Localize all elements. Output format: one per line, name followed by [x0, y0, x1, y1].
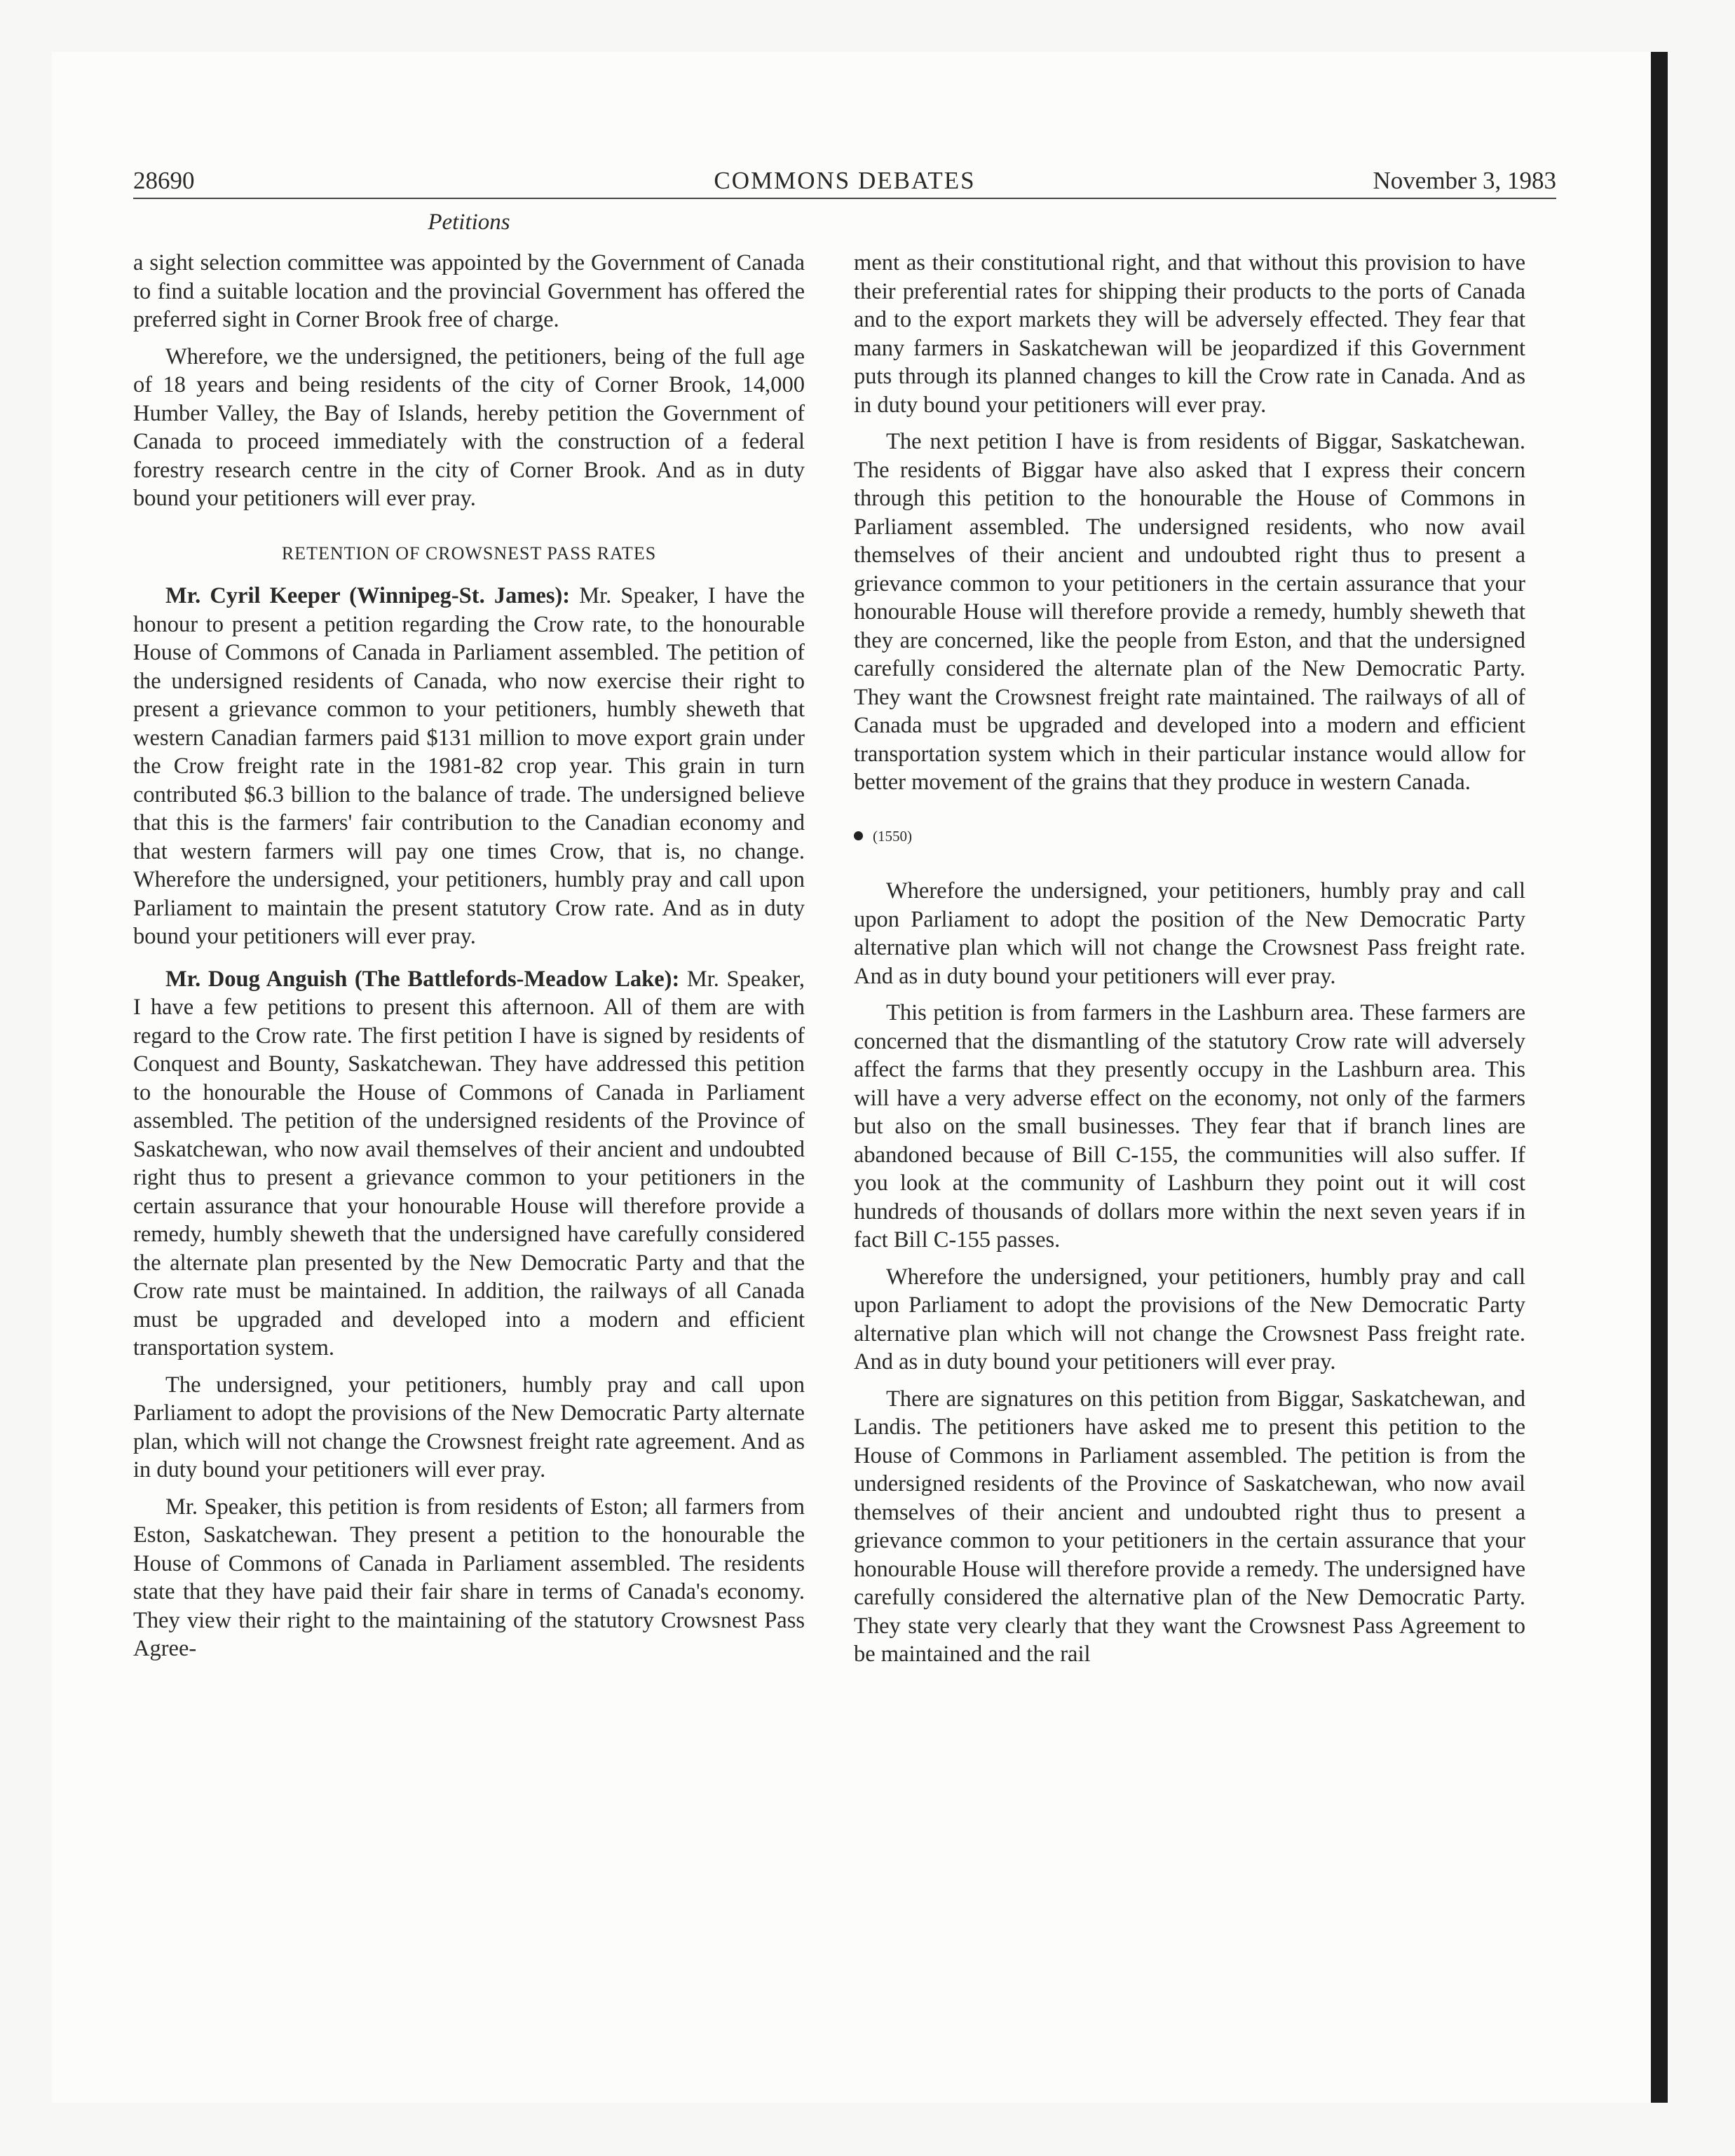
section-heading: RETENTION OF CROWSNEST PASS RATES [281, 543, 657, 564]
publication-title: COMMONS DEBATES [714, 167, 976, 194]
right-column [854, 249, 1525, 1677]
section-label: Petitions [428, 210, 510, 235]
speech-paragraph [133, 582, 805, 951]
speech-text: Mr. Speaker, I have a few petitions to present this afternoon. All of them are with regard to the Crow rate. The first petition I have is signed by residents of Conquest and Bounty, Saskatchewan. They have addressed this petition to the honourable the House of Commons of Canada in Parliament assembled. The petition of the undersigned residents of the Province of Saskatchewan, who now avail themselves of their ancient and undoubted right thus to present a grievance common to your petitioners in the certain assurance that your honourable House will therefore provide a remedy, humbly sheweth that the undersigned have carefully considered the alternate plan presented by the New Democratic Party and that the Crow rate must be maintained. In addition, the railways of all Canada must be upgraded and developed into a modern and efficient transportation system. [133, 966, 805, 1360]
time-marker-text: (1550) [873, 827, 912, 845]
header-rule [133, 198, 1556, 199]
speaker-name: Mr. Doug Anguish (The Battlefords-Meadow Lake): [165, 966, 680, 992]
bullet-icon [854, 831, 863, 840]
page-number: 28690 [133, 167, 195, 194]
publication-date: November 3, 1983 [1373, 167, 1556, 194]
paragraph: The next petition I have is from residents of Biggar, Saskatchewan. The residents of Biggar have also asked that I express their concern through this petition to the honourable the House of Commons in Parliament assembled. The undersigned residents, who now avail themselves of their ancient and undoubted right thus to present a grievance common to your petitioners in the certain assurance that your honourable House will therefore provide a remedy, humbly sheweth that they are concerned, like the people from Eston, and that the undersigned carefully considered the alternate plan of the New Democratic Party. They want the Crowsnest freight rate maintained. The railways of all of Canada must be upgraded and developed into a modern and efficient transportation system which in their particular instance would allow for better movement of the grains that they produce in western Canada. [854, 429, 1525, 795]
paragraph: There are signatures on this petition from Biggar, Saskatchewan, and Landis. The petitioners have asked me to present this petition to the House of Commons in Parliament assembled. The petition is from the undersigned residents of the Province of Saskatchewan, who now avail themselves of their ancient and undoubted right thus to present a grievance common to your petitioners in the certain assurance that your honourable House will therefore provide a remedy. The undersigned have carefully considered the alternative plan of the New Democratic Party. They state very clearly that they want the Crowsnest Pass Agreement to be maintained and the rail [854, 1386, 1525, 1667]
time-marker [854, 822, 1525, 851]
paragraph: The undersigned, your petitioners, humbly pray and call upon Parliament to adopt the provisions of the New Democratic Party alternate plan, which will not change the Crowsnest freight rate agreement. And as in duty bound your petitioners will ever pray. [133, 1372, 805, 1482]
left-column [133, 249, 805, 1672]
paragraph: This petition is from farmers in the Lashburn area. These farmers are concerned that the dismantling of the statutory Crow rate will adversely affect the farms that they presently occupy in the Lashburn area. This will have a very adverse effect on the economy, not only of the farmers but also on the small businesses. They fear that if branch lines are abandoned because of Bill C-155, the communities will also suffer. If you look at the community of Lashburn they point out it will cost hundreds of thousands of dollars more within the next seven years if in fact Bill C-155 passes. [854, 1000, 1525, 1253]
speaker-name: Mr. Cyril Keeper (Winnipeg-St. James): [165, 583, 571, 608]
scan-edge-shadow [1651, 52, 1668, 2103]
paragraph: Wherefore, we the undersigned, the petitioners, being of the full age of 18 years and being residents of the city of Corner Brook, 14,000 Humber Valley, the Bay of Islands, hereby petition the Government of Canada to proceed immediately with the construction of a federal forestry research centre in the city of Corner Brook. And as in duty bound your petitioners will ever pray. [133, 343, 805, 511]
paragraph: Wherefore the undersigned, your petitioners, humbly pray and call upon Parliament to adopt the provisions of the New Democratic Party alternative plan which will not change the Crowsnest Pass freight rate. And as in duty bound your petitioners will ever pray. [854, 1264, 1525, 1374]
speech-paragraph [133, 965, 805, 1363]
paragraph: Wherefore the undersigned, your petitioners, humbly pray and call upon Parliament to adopt the position of the New Democratic Party alternative plan which will not change the Crowsnest Pass freight rate. And as in duty bound your petitioners will ever pray. [854, 878, 1525, 989]
running-header [133, 167, 1556, 196]
paragraph: a sight selection committee was appointed by the Government of Canada to find a suitable location and the provincial Government has offered the preferred sight in Corner Brook free of charge. [133, 250, 805, 332]
paragraph: ment as their constitutional right, and that without this provision to have their preferential rates for shipping their products to the ports of Canada and to the export markets they will be adversely effected. They fear that many farmers in Saskatchewan will be jeopardized if this Government puts through its planned changes to kill the Crow rate in Canada. And as in duty bound your petitioners will ever pray. [854, 250, 1525, 418]
paragraph: Mr. Speaker, this petition is from residents of Eston; all farmers from Eston, Saskatchewan. They present a petition to the honourable the House of Commons of Canada in Parliament assembled. The residents state that they have paid their fair share in terms of Canada's economy. They view their right to the maintaining of the statutory Crowsnest Pass Agree- [133, 1494, 805, 1661]
speech-text: Mr. Speaker, I have the honour to present a petition regarding the Crow rate, to the honourable House of Commons of Canada in Parliament assembled. The petition of the undersigned residents of Canada, who now exercise their right to present a grievance common to your petitioners, humbly sheweth that western Canadian farmers paid $131 million to move export grain under the Crow freight rate in the 1981-82 crop year. This grain in turn contributed $6.3 billion to the balance of trade. The undersigned believe that this is the farmers' fair contribution to the Canadian economy and that western farmers will pay one times Crow, that is, no change. Wherefore the undersigned, your petitioners, humbly pray and call upon Parliament to maintain the present statutory Crow rate. And as in duty bound your petitioners will ever pray. [133, 583, 805, 949]
